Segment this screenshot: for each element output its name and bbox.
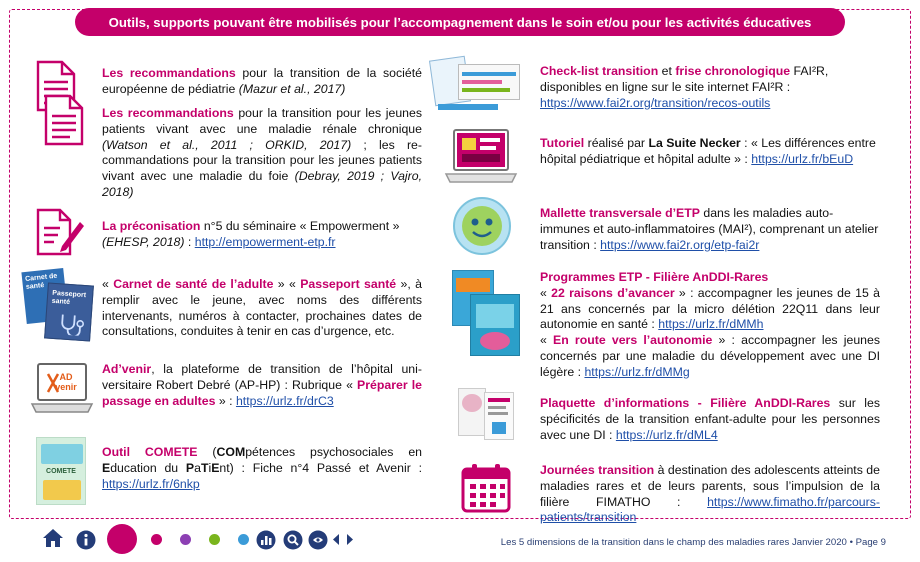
carnet-passeport: « Carnet de santé de l’adulte » « Passeport santé », à remplir avec le jeune, avec noms des différents intervenants, numéros à contacter, prochaines dates de consultations, conduites à tenir en cas d’urgence, etc. <box>102 277 422 339</box>
comete-link[interactable]: https://urlz.fr/6nkp <box>102 476 200 491</box>
reco-renale-foie: Les recommandations pour la transition pour les jeunes patients vivant avec une maladie rénale chronique (Watson et al., 2011 ; ORKID, 2017) ; les recommandations pour la transition pour les jeunes patients vivant avec une maladie du foie (Debray, 2019 ; Vajro, 2018) <box>102 106 422 199</box>
prev-page-icon[interactable] <box>333 534 340 545</box>
comete-cover-image <box>36 437 86 505</box>
documents-icon <box>34 60 84 146</box>
empowerment-link[interactable]: http://empowerment-etp.fr <box>194 234 336 249</box>
journees-transition: Journées transition à destination des adolescents atteints de maladies rares et de leurs parents, sous l’impulsion de la filière FIMATHO : https://www.fimatho.fr/parcours-patients/transition <box>540 463 880 525</box>
print-icon[interactable] <box>308 530 328 550</box>
footer-caption: Les 5 dimensions de la transition dans le champ des maladies rares Janvier 2020 • Page 9 <box>500 537 886 548</box>
plaquette-image <box>458 388 516 442</box>
nav-dimension-4[interactable] <box>209 534 220 545</box>
nav-dimension-2[interactable] <box>151 534 162 545</box>
carnet-cover: Carnet de santé <box>21 268 68 324</box>
outil-comete: Outil COMETE (COMpétences psychosociales en Education du PaTiEnt) : Fiche n°4 Passé et Avenir : https://urlz.fr/6nkp <box>102 445 422 491</box>
fai2r-etp-link[interactable]: https://www.fai2r.org/etp-fai2r <box>600 237 760 252</box>
nav-dimension-5[interactable] <box>238 534 249 545</box>
next-page-icon[interactable] <box>346 534 353 545</box>
advenir-link[interactable]: https://urlz.fr/drC3 <box>235 393 334 408</box>
tutoriel-suite-necker: Tutoriel réalisé par La Suite Necker : « Les différences entre hôpital pédiatrique et hôpital adulte » : https://urlz.fr/bEuD <box>540 136 876 166</box>
reco-pediatrie: Les recommandations pour la transition de la société européenne de pédiatrie (Mazur et al., 2017) <box>102 66 422 96</box>
document-pen-icon <box>36 208 84 256</box>
plaquette-informations: Plaquette d’informations - Filière AnDDI-Rares sur les spécificités de la transition enfant-adulte pour les personnes avec une DI : https://urlz.fr/dML4 <box>540 396 880 442</box>
checklist-frise-image <box>428 54 524 114</box>
advenir-plateforme: Ad’venir, la plateforme de transition de l’hôpital universitaire Robert Debré (AP-HP) : Rubrique « Préparer le passage en adultes » : https://urlz.fr/drC3 <box>102 362 422 408</box>
stethoscope-icon <box>57 312 86 336</box>
advenir-logo: AD venir <box>55 372 77 392</box>
page-title: Outils, supports pouvant être mobilisés pour l’accompagnement dans le soin et/ou pour les activités éducatives <box>75 8 845 36</box>
passeport-label: Passeport santé <box>51 289 87 307</box>
programmes-etp-image <box>452 270 522 356</box>
mallette-etp: Mallette transversale d’ETP dans les maladies auto-immunes et auto-inflammatoires (MAI²), comprenant un atelier transition : https://www.fai2r.org/etp-fai2r <box>540 206 879 252</box>
fai2r-recos-link[interactable]: https://www.fai2r.org/transition/recos-outils <box>540 95 771 110</box>
stats-icon[interactable] <box>256 530 276 550</box>
laptop-tutoriel-image <box>444 128 518 186</box>
search-icon[interactable] <box>283 530 303 550</box>
checklist-frise: Check-list transition et frise chronologique FAI²R, disponibles en ligne sur le site internet FAI²R : https://www.fai2r.org/transition/recos-outils <box>540 64 829 110</box>
nav-dimension-3[interactable] <box>180 534 191 545</box>
carnet-passeport-image <box>24 268 94 340</box>
fimatho-link[interactable]: https://www.fimatho.fr/parcours-patients/transition <box>540 494 880 525</box>
preconisation-empowerment: La préconisation n°5 du séminaire « Empowerment » (EHESP, 2018) : http://empowerment-etp.fr <box>102 219 400 249</box>
info-icon[interactable] <box>76 530 96 550</box>
suite-necker-link[interactable]: https://urlz.fr/bEuD <box>751 151 854 166</box>
mallette-face-image <box>452 196 512 256</box>
22q11-link[interactable]: https://urlz.fr/dMMh <box>658 317 764 332</box>
home-icon[interactable] <box>42 528 64 548</box>
route-autonomie-link[interactable]: https://urlz.fr/dMMg <box>584 364 690 379</box>
programmes-etp: Programmes ETP - Filière AnDDI-Rares « 22 raisons d’avancer » : accompagner les jeunes de 15 à 21 ans concernés par la micro délétion 22Q11 dans leur autonomie en santé : https://urlz.fr/dMMh « En route vers l’autonomie » : accompagner les jeunes concernés par une maladie du développement avec une DI légère : https://urlz.fr/dMMg <box>540 270 880 379</box>
plaquette-link[interactable]: https://urlz.fr/dML4 <box>615 427 718 442</box>
passeport-cover <box>44 282 94 341</box>
calendar-icon <box>460 462 512 514</box>
comete-cover-label: COMETE <box>46 468 76 475</box>
nav-dimension-1[interactable] <box>107 524 137 554</box>
